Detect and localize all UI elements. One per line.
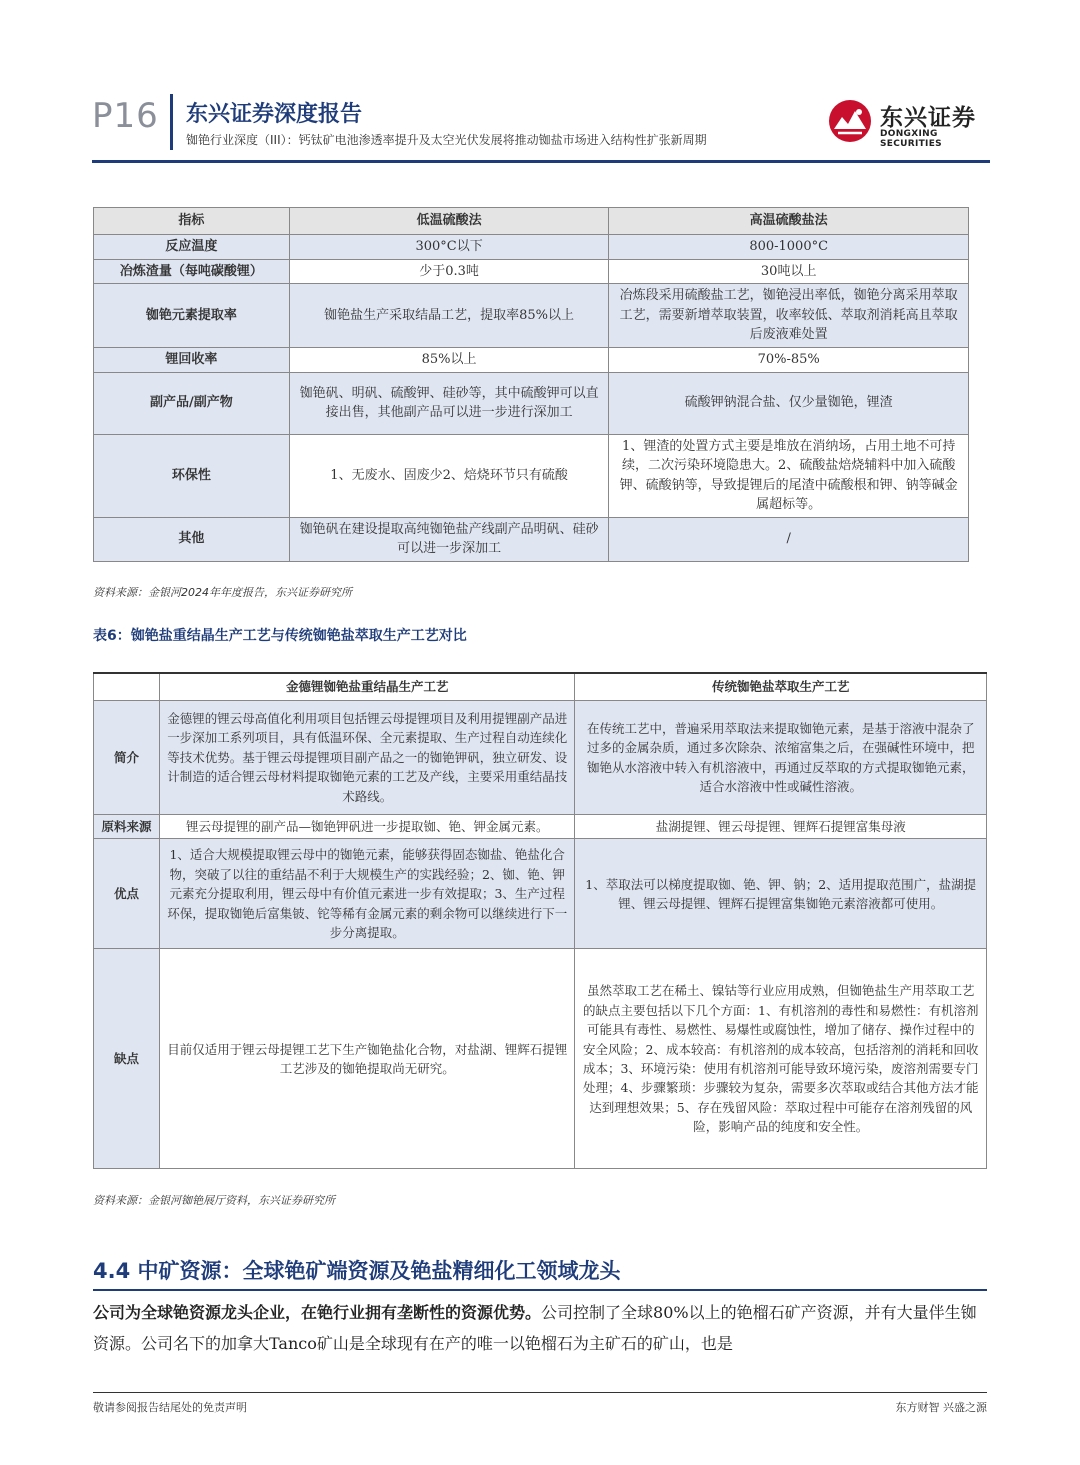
table-cell: 铷铯盐生产采取结晶工艺，提取率85%以上 — [289, 284, 609, 348]
section-rule — [93, 1289, 987, 1291]
paragraph-text: 公司控制了全球80%以上的铯榴石矿产资源，并有大量伴生铷资源。公司名下的加拿大Tanco矿山是全球现有在产的唯一以铯榴石为主矿石的矿山，也是 — [93, 1303, 977, 1353]
table-row — [94, 815, 987, 839]
column-header: 传统铷铯盐萃取生产工艺 — [575, 673, 987, 701]
page-number: P16 — [92, 96, 159, 136]
table-row — [94, 235, 969, 260]
table-cell: 冶炼段采用硫酸盐工艺，铷铯浸出率低，铷铯分离采用萃取工艺，需要新增萃取装置，收率较低、萃取剂消耗高且萃取后废液难处置 — [609, 284, 969, 348]
table-header-row — [94, 673, 987, 701]
process-comparison-table — [93, 207, 969, 562]
footer-disclaimer: 敬请参阅报告结尾处的免责声明 — [93, 1401, 247, 1414]
company-logo — [828, 99, 998, 147]
table-cell: 铷铯矾在建设提取高纯铷铯盐产线副产品明矾、硅砂可以进一步深加工 — [289, 517, 609, 561]
row-label: 其他 — [94, 517, 290, 561]
column-header: 低温硫酸法 — [289, 208, 609, 235]
table-row — [94, 839, 987, 949]
column-header — [94, 673, 160, 701]
table-cell: 1、适合大规模提取锂云母中的铷铯元素，能够获得固态铷盐、铯盐化合物，突破了以往的重结晶不利于大规模生产的实践经验；2、铷、铯、钾元素充分提取利用，锂云母中有价值元素进一步有效提取；3、生产过程环保，提取铷铯后富集铍、铊等稀有金属元素的剩余物可以继续进行下一步分离提取。 — [159, 839, 575, 949]
table-cell: 虽然萃取工艺在稀土、镍钴等行业应用成熟，但铷铯盐生产用萃取工艺的缺点主要包括以下几个方面：1、有机溶剂的毒性和易燃性：有机溶剂可能具有毒性、易燃性、易爆性或腐蚀性，增加了储存、操作过程中的安全风险；2、成本较高：有机溶剂的成本较高，包括溶剂的消耗和回收成本；3、环境污染：使用有机溶剂可能导致环境污染，废溶剂需要专门处理；4、步骤繁琐：步骤较为复杂，需要多次萃取或结合其他方法才能达到理想效果；5、存在残留风险：萃取过程中可能存在溶剂残留的风险，影响产品的纯度和安全性。 — [575, 949, 987, 1169]
row-label: 铷铯元素提取率 — [94, 284, 290, 348]
row-label: 简介 — [94, 701, 160, 815]
footer-slogan: 东方财智 兴盛之源 — [895, 1401, 987, 1414]
table-cell: 70%-85% — [609, 348, 969, 373]
table-row — [94, 701, 987, 815]
table-row — [94, 259, 969, 284]
row-label: 锂回收率 — [94, 348, 290, 373]
logo-chinese-name: 东兴证券 — [880, 105, 976, 131]
header-divider — [170, 94, 173, 150]
row-label: 原料来源 — [94, 815, 160, 839]
row-label: 冶炼渣量（每吨碳酸锂） — [94, 259, 290, 284]
table-row — [94, 348, 969, 373]
column-header: 指标 — [94, 208, 290, 235]
crystallization-vs-extraction-table — [93, 672, 987, 1169]
table-row — [94, 434, 969, 517]
table-cell: 在传统工艺中，普遍采用萃取法来提取铷铯元素，是基于溶液中混杂了过多的金属杂质，通过多次除杂、浓缩富集之后，在强碱性环境中，把铷铯从水溶液中转入有机溶液中，再通过反萃取的方式提取铷铯元素，适合水溶液中性或碱性溶液。 — [575, 701, 987, 815]
table-cell: 1、萃取法可以梯度提取铷、铯、钾、钠；2、适用提取范围广，盐湖提锂、锂云母提锂、锂辉石提锂富集铷铯元素溶液都可使用。 — [575, 839, 987, 949]
table-row — [94, 284, 969, 348]
table-title: 表6：铷铯盐重结晶生产工艺与传统铷铯盐萃取生产工艺对比 — [93, 628, 467, 644]
table-cell: 1、锂渣的处置方式主要是堆放在消纳场，占用土地不可持续，二次污染环境隐患大。2、硫酸盐焙烧辅料中加入硫酸钾、硫酸钠等，导致提锂后的尾渣中硫酸根和钾、钠等碱金属超标等。 — [609, 434, 969, 517]
header-rule — [92, 160, 990, 163]
section-title: 4.4 中矿资源：全球铯矿端资源及铯盐精细化工领域龙头 — [93, 1259, 621, 1283]
source-note: 资料来源：金银河2024年年度报告，东兴证券研究所 — [93, 586, 352, 599]
table-cell: 硫酸钾钠混合盐、仅少量铷铯，锂渣 — [609, 372, 969, 434]
table-cell: 目前仅适用于锂云母提锂工艺下生产铷铯盐化合物，对盐湖、锂辉石提锂工艺涉及的铷铯提取尚无研究。 — [159, 949, 575, 1169]
table-cell: 1、无废水、固废少2、焙烧环节只有硫酸 — [289, 434, 609, 517]
table-cell: 85%以上 — [289, 348, 609, 373]
row-label: 副产品/副产物 — [94, 372, 290, 434]
table-cell: 铷铯矾、明矾、硫酸钾、硅砂等，其中硫酸钾可以直接出售，其他副产品可以进一步进行深加工 — [289, 372, 609, 434]
row-label: 反应温度 — [94, 235, 290, 260]
page-header — [0, 0, 1080, 170]
table-row — [94, 517, 969, 561]
table-cell: 300°C以下 — [289, 235, 609, 260]
table-cell: 30吨以上 — [609, 259, 969, 284]
footer-rule — [93, 1392, 987, 1393]
row-label: 环保性 — [94, 434, 290, 517]
table-row — [94, 372, 969, 434]
table-cell: 锂云母提锂的副产品—铷铯钾矾进一步提取铷、铯、钾金属元素。 — [159, 815, 575, 839]
table-row — [94, 949, 987, 1169]
report-subtitle: 铷铯行业深度（III）：钙钛矿电池渗透率提升及太空光伏发展将推动铷盐市场进入结构性扩张新周期 — [186, 133, 707, 147]
body-paragraph — [93, 1297, 987, 1359]
column-header: 金德锂铷铯盐重结晶生产工艺 — [159, 673, 575, 701]
table-cell: 800-1000°C — [609, 235, 969, 260]
table-cell: 盐湖提锂、锂云母提锂、锂辉石提锂富集母液 — [575, 815, 987, 839]
report-title: 东兴证券深度报告 — [186, 102, 363, 127]
logo-english-name: DONGXING SECURITIES — [880, 129, 942, 149]
table-cell: 少于0.3吨 — [289, 259, 609, 284]
paragraph-lead: 公司为全球铯资源龙头企业，在铯行业拥有垄断性的资源优势。 — [93, 1303, 542, 1322]
table-cell: / — [609, 517, 969, 561]
row-label: 缺点 — [94, 949, 160, 1169]
table-cell: 金德锂的锂云母高值化利用项目包括锂云母提锂项目及利用提锂副产品进一步深加工系列项目，具有低温环保、全元素提取、生产过程自动连续化等技术优势。基于锂云母提锂项目副产品之一的铷铯钾矾，独立研发、设计制造的适合锂云母材料提取铷铯元素的工艺及产线，主要采用重结晶技术路线。 — [159, 701, 575, 815]
logo-mark-icon — [828, 99, 872, 143]
row-label: 优点 — [94, 839, 160, 949]
source-note: 资料来源：金银河铷铯展厅资料，东兴证券研究所 — [93, 1194, 335, 1207]
table-header-row — [94, 208, 969, 235]
column-header: 高温硫酸盐法 — [609, 208, 969, 235]
